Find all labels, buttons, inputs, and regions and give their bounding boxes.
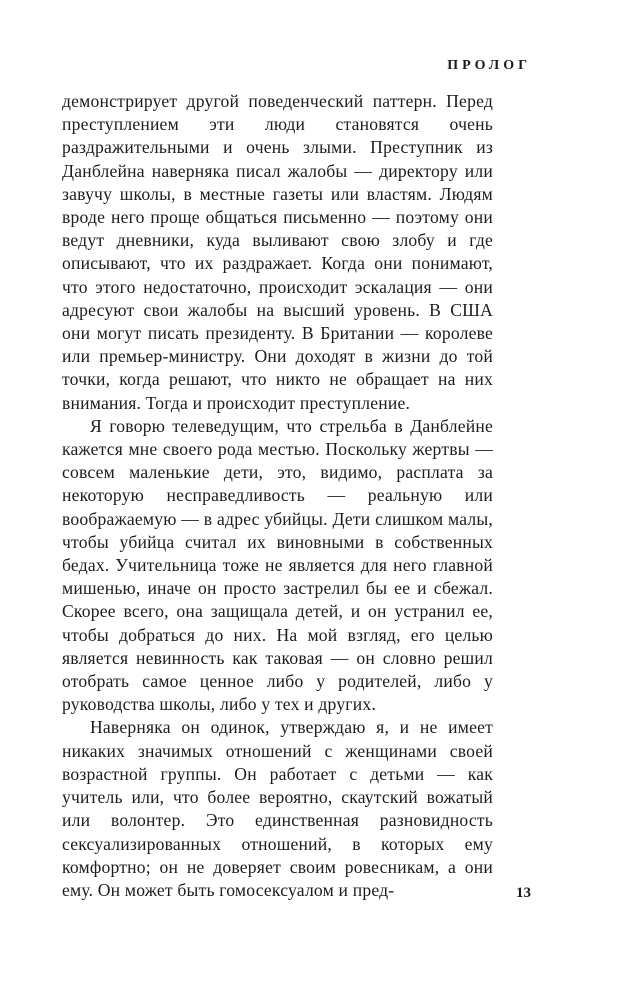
page-number: 13	[516, 885, 531, 901]
paragraph-1: демонстрирует другой поведенческий паттерн. Перед преступлением эти люди становятся очень раздражительными и очень злыми. Преступник из Данблейна наверняка писал жалобы — директору или завучу школы, в местные газеты или властям. Людям вроде него проще общаться письменно — поэтому они ведут дневники, куда выливают свою злобу и где описывают, что их раздражает. Когда они понимают, что этого недостаточно, происходит эскалация — они адресуют свои жалобы на высший уровень. В США они могут писать президенту. В Британии — королеве или премьер-министру. Они доходят в жизни до той точки, когда решают, что никто не обращает на них внимания. Тогда и происходит преступление.	[62, 91, 493, 413]
running-header: ПРОЛОГ	[447, 58, 531, 73]
paragraph-2: Я говорю телеведущим, что стрельба в Данблейне кажется мне своего рода местью. Поскольку жертвы — совсем маленькие дети, это, видимо, расплата за некоторую несправедливость — реальную или воображаемую — в адрес убийцы. Дети слишком малы, чтобы убийца считал их виновными в собственных бедах. Учительница тоже не является для него главной мишенью, иначе он просто застрелил бы ее и сбежал. Скорее всего, она защищала детей, и он устранил ее, чтобы добраться до них. На мой взгляд, его целью является невинность как таковая — он словно решил отобрать самое ценное либо у родителей, либо у руководства школы, либо у тех и других.	[62, 415, 493, 715]
paragraph-3: Наверняка он одинок, утверждаю я, и не имеет никаких значимых отношений с женщинами своей возрастной группы. Он работает с детьми — как учитель или, что более вероятно, скаутский вожатый или волонтер. Это единственная разновидность сексуализированных отношений, в которых ему комфортно; он не доверяет своим ровесникам, а они ему. Он может быть гомосексуалом и пред-	[62, 717, 493, 900]
body-text	[62, 90, 493, 902]
